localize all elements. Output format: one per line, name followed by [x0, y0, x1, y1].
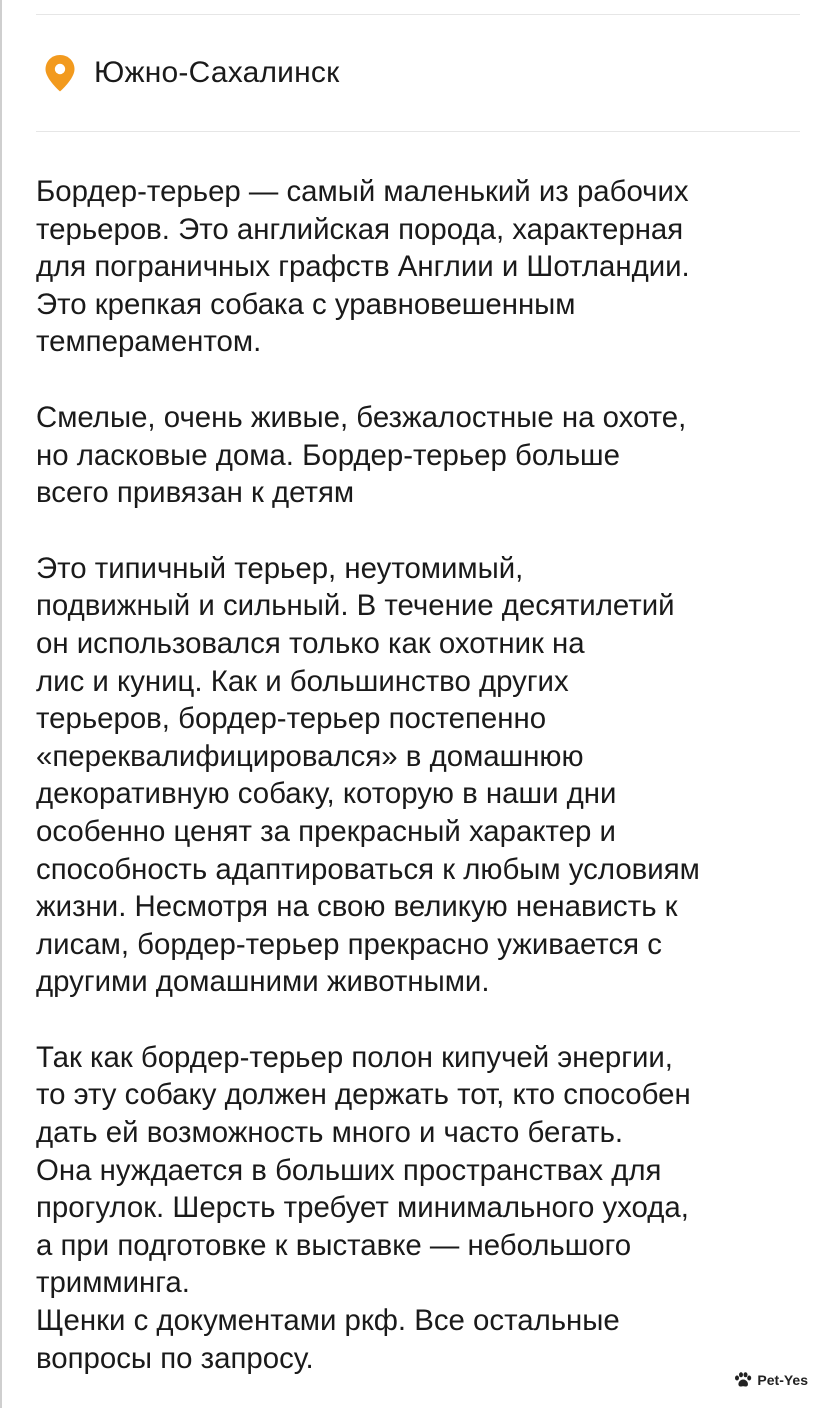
location-row [42, 50, 339, 96]
description-paragraph: Это типичный терьер, неутомимый, подвижный и сильный. В течение десятилетий он использовался только как охотник на лис и куниц. Как и большинство других терьеров, бордер-терьер постепенно «переквалифицировался» в домашнюю декоративную собаку, которую в наши дни особенно ценят за прекрасный характер и способность адаптироваться к любым условиям жизни. Несмотря на свою великую ненависть к лисам, бордер-терьер прекрасно уживается с другими домашними животными. [36, 551, 700, 999]
pet-yes-watermark [734, 1372, 808, 1388]
description-paragraph: Смелые, очень живые, безжалостные на охоте, но ласковые дома. Бордер-терьер больше всего привязан к детям [36, 400, 687, 510]
top-divider [36, 14, 800, 15]
watermark-text: Pet-Yes [757, 1372, 808, 1388]
location-city: Южно-Сахалинск [94, 56, 340, 89]
description-text [36, 173, 806, 1377]
paw-icon [734, 1372, 752, 1388]
description-paragraph: Так как бордер-терьер полон кипучей энергии, то эту собаку должен держать тот, кто способен дать ей возможность много и часто бегать. Она нуждается в больших пространствах для прогулок. Шерсть требует минимального ухода, а при подготовке к выставке — небольшого тримминга. Щенки с документами ркф. Все остальные вопросы по запросу. [36, 1040, 691, 1375]
left-edge-border [0, 0, 2, 1408]
section-divider [36, 131, 800, 132]
description-paragraph: Бордер-терьер — самый маленький из рабочих терьеров. Это английская порода, характерная для пограничных графств Англии и Шотландии. Это крепкая собака с уравновешенным темпераментом. [36, 175, 690, 359]
map-pin-icon [42, 53, 78, 93]
